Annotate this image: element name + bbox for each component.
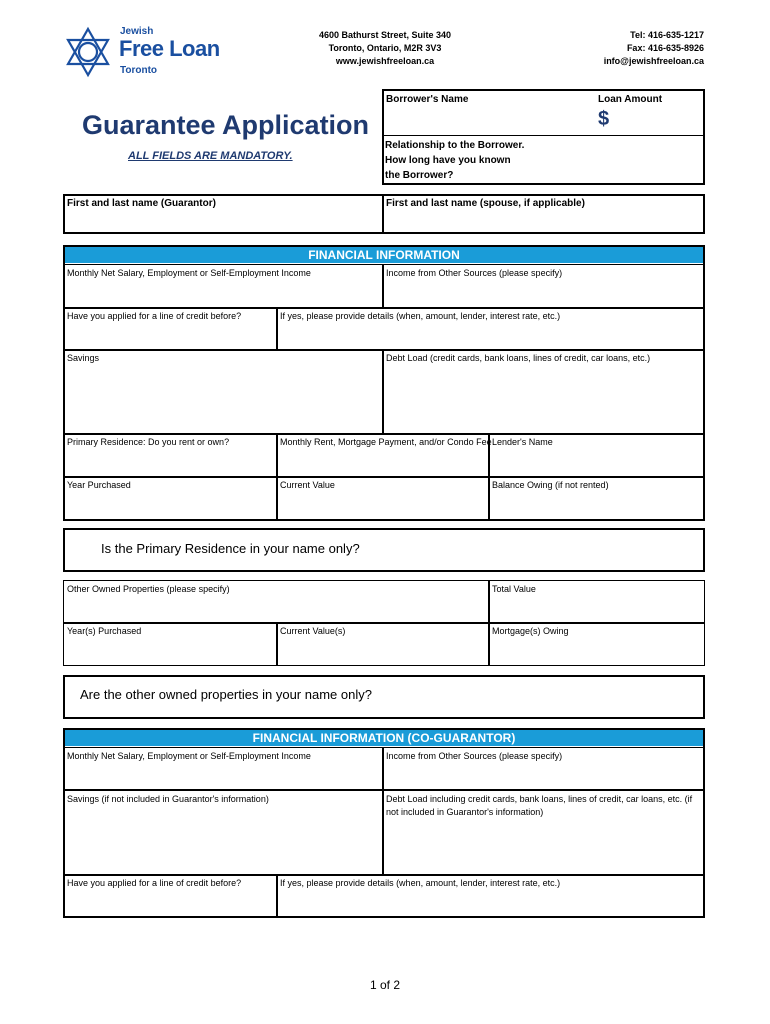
currency-symbol: $: [598, 108, 610, 130]
years-purchased-label: Year(s) Purchased: [67, 626, 142, 636]
co-line-of-credit-label: Have you applied for a line of credit before?: [67, 878, 242, 888]
spouse-name-field[interactable]: [386, 211, 700, 231]
contact-block: [560, 29, 704, 68]
co-other-income-label: Income from Other Sources (please specify): [386, 751, 563, 761]
borrower-name-label: Borrower's Name: [386, 94, 469, 105]
properties-question: Are the other owned properties in your name only?: [80, 687, 372, 702]
total-value-label: Total Value: [492, 584, 536, 594]
star-of-david-logo-icon: [62, 26, 114, 78]
co-guarantor-heading: FINANCIAL INFORMATION (CO-GUARANTOR): [65, 730, 703, 746]
logo-line1: Jewish: [120, 26, 154, 37]
co-savings-label: Savings (if not included in Guarantor's information): [67, 794, 269, 804]
spouse-name-label: First and last name (spouse, if applicable): [386, 198, 585, 209]
financial-heading: FINANCIAL INFORMATION: [65, 247, 703, 263]
line-of-credit-label: Have you applied for a line of credit before?: [67, 311, 242, 321]
savings-label: Savings: [67, 353, 100, 363]
co-monthly-salary-label: Monthly Net Salary, Employment or Self-Employment Income: [67, 751, 311, 761]
jfl-logo: [62, 26, 262, 78]
other-income-label: Income from Other Sources (please specify): [386, 268, 563, 278]
balance-owing-label: Balance Owing (if not rented): [492, 480, 609, 490]
email-link[interactable]: info@jewishfreeloan.ca: [603, 56, 704, 66]
loan-amount-label: Loan Amount: [598, 94, 663, 105]
address-street: 4600 Bathurst Street, Suite 340: [318, 30, 452, 40]
guarantor-name-field[interactable]: [66, 211, 378, 231]
loan-amount-field[interactable]: [616, 107, 702, 131]
credit-details-label: If yes, please provide details (when, amount, lender, interest rate, etc.): [280, 311, 561, 321]
relationship-line3: the Borrower?: [385, 170, 454, 181]
debt-load-label: Debt Load (credit cards, bank loans, lines of credit, car loans, etc.): [386, 353, 651, 363]
logo-line2: Free Loan: [119, 36, 220, 61]
address-city: Toronto, Ontario, M2R 3V3: [328, 43, 442, 53]
divider: [382, 135, 705, 136]
website-link[interactable]: www.jewishfreeloan.ca: [335, 56, 435, 66]
lender-name-label: Lender's Name: [492, 437, 553, 447]
guarantor-name-label: First and last name (Guarantor): [67, 198, 216, 209]
fax: Fax: 416-635-8926: [626, 43, 704, 53]
divider: [382, 194, 384, 234]
current-values-label: Current Value(s): [280, 626, 346, 636]
address-block: [300, 29, 470, 68]
co-credit-details-label: If yes, please provide details (when, amount, lender, interest rate, etc.): [280, 878, 561, 888]
savings-field[interactable]: [64, 350, 383, 434]
monthly-rent-label: Monthly Rent, Mortgage Payment, and/or Condo Fee: [280, 437, 492, 447]
co-debt-load-label: Debt Load including credit cards, bank loans, lines of credit, car loans, etc. (if not included in Guarantor's information): [386, 794, 693, 817]
monthly-salary-label: Monthly Net Salary, Employment or Self-Employment Income: [67, 268, 311, 278]
page-title: Guarantee Application: [82, 110, 370, 140]
mandatory-note: ALL FIELDS ARE MANDATORY.: [128, 150, 293, 162]
residence-question: Is the Primary Residence in your name only?: [101, 541, 360, 556]
year-purchased-label: Year Purchased: [67, 480, 131, 490]
relationship-line1: Relationship to the Borrower.: [385, 140, 525, 151]
logo-line3: Toronto: [120, 65, 158, 76]
page-number: 1 of 2: [369, 978, 401, 992]
primary-residence-label: Primary Residence: Do you rent or own?: [67, 437, 230, 447]
relationship-line2: How long have you known: [385, 155, 511, 166]
current-value-label: Current Value: [280, 480, 335, 490]
phone: Tel: 416-635-1217: [630, 30, 704, 40]
mortgages-owing-label: Mortgage(s) Owing: [492, 626, 569, 636]
borrower-name-field[interactable]: [384, 107, 592, 131]
other-properties-label: Other Owned Properties (please specify): [67, 584, 230, 594]
